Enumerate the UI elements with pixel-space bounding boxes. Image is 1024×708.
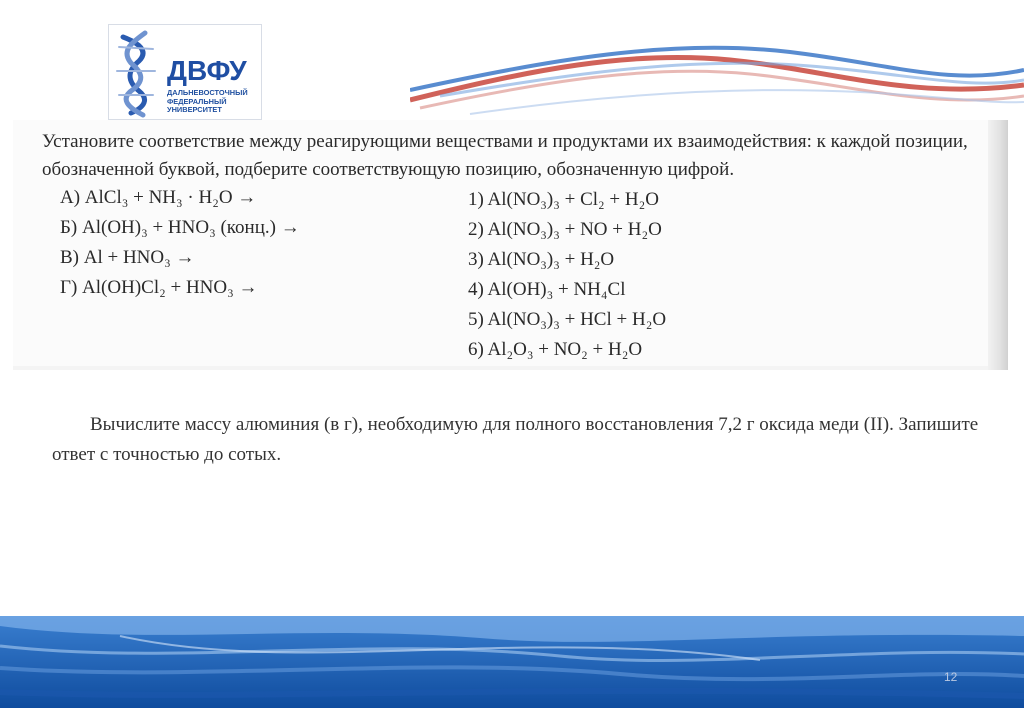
product-1: 1) Al(NO₃)₃ + Cl₂ + H₂O [468,189,659,210]
logo-subtitle: ДАЛЬНЕВОСТОЧНЫЙ ФЕДЕРАЛЬНЫЙ УНИВЕРСИТЕТ [167,88,248,115]
product-6: 6) Al₂O₃ + NO₂ + H₂O [468,339,643,360]
task1-instruction: Установите соответствие между реагирующими веществами и продуктами их взаимодействия: к каждой позиции, обозначенной буквой, подберите соответствующую позицию, обозначенную цифрой. [42,131,968,180]
product-3: 3) Al(NO₃)₃ + H₂O [468,249,615,270]
university-logo [108,24,262,120]
page-number: 12 [944,670,958,684]
product-4: 4) Al(OH)₃ + NH₄Cl [468,279,626,300]
reactant-a: А) AlCl₃ + NH₃ · H₂O → [60,187,257,208]
reactant-b: Б) Al(OH)₃ + HNO₃ (конц.) → [60,217,300,238]
product-5: 5) Al(NO₃)₃ + HCl + H₂O [468,309,667,330]
task2-text: Вычислите массу алюминия (в г), необходимую для полного восстановления 7,2 г оксида меди (II). Запишите ответ с точностью до сотых. [52,414,979,465]
footer-waves-decoration [0,616,1024,708]
product-2: 2) Al(NO₃)₃ + NO + H₂O [468,219,662,240]
reactant-d: Г) Al(OH)Cl₂ + HNO₃ → [60,277,258,298]
reactant-c: В) Al + HNO₃ → [60,247,195,268]
logo-title: ДВФУ [167,55,247,86]
header-waves-decoration [410,30,1024,120]
